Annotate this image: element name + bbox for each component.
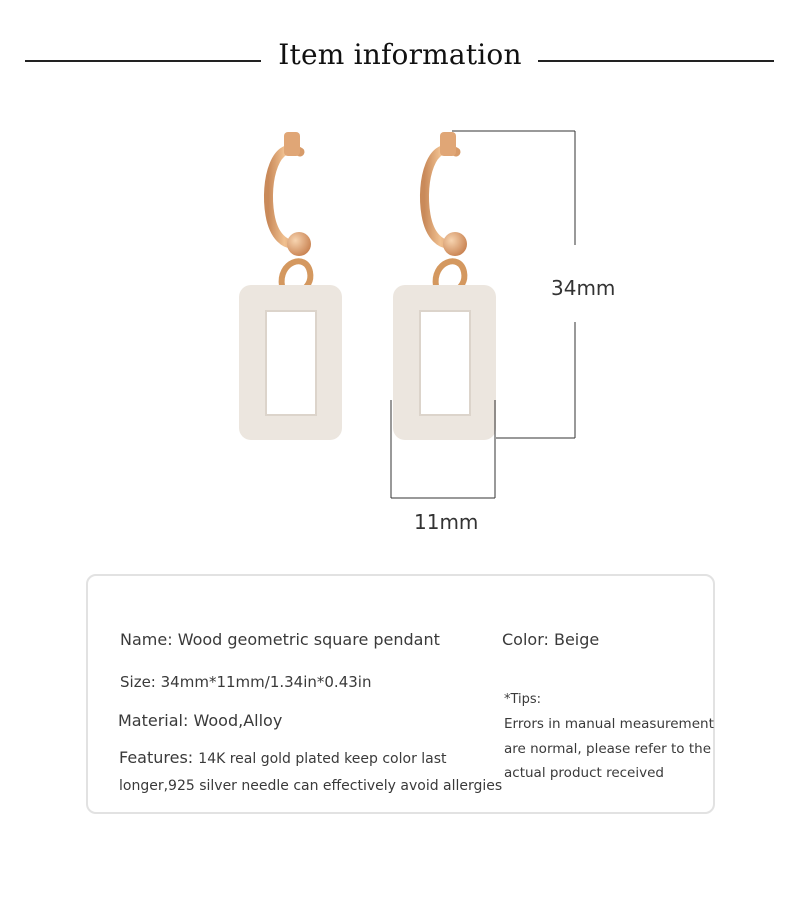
tips-line-3: actual product received (504, 765, 664, 781)
tips-line-2: are normal, please refer to the (504, 741, 711, 757)
specs-card (86, 574, 715, 814)
height-dimension-label: 34mm (551, 276, 616, 300)
earring-right-ball (443, 232, 467, 256)
spec-size (120, 673, 371, 691)
spec-material-value: Wood,Alloy (193, 711, 283, 730)
spec-color-label: Color: (502, 630, 549, 649)
spec-features-value-line2: longer,925 silver needle can effectively avoid allergies (119, 778, 503, 794)
spec-size-value: 34mm*11mm/1.34in*0.43in (160, 673, 372, 691)
tips-line-1: Errors in manual measurement (504, 716, 714, 732)
earring-left-hook-tip (284, 132, 300, 156)
earrings-illustration (0, 95, 800, 565)
spec-material-label: Material: (118, 711, 189, 730)
spec-color (502, 630, 599, 649)
spec-name-value: Wood geometric square pendant (177, 630, 440, 649)
earring-left-pendant-hole (265, 310, 317, 416)
spec-size-label: Size: (120, 673, 156, 691)
page-title: Item information (278, 38, 522, 71)
earring-right (393, 132, 496, 440)
spec-name-label: Name: (120, 630, 173, 649)
spec-color-value: Beige (553, 630, 600, 649)
spec-name (120, 630, 440, 649)
earring-right-pendant-hole (419, 310, 471, 416)
earring-right-hook-tip (440, 132, 456, 156)
product-image (0, 95, 800, 565)
spec-material (118, 711, 282, 730)
tips-title: *Tips: (504, 692, 542, 707)
earring-left-hook (268, 149, 300, 244)
spec-features-label: Features: (119, 748, 194, 767)
spec-features (119, 748, 447, 767)
earring-right-hook (424, 149, 456, 244)
header-rule-right (538, 60, 774, 62)
earring-left (239, 132, 342, 440)
width-dimension-label: 11mm (414, 510, 479, 534)
earring-left-ball (287, 232, 311, 256)
spec-features-value-line1: 14K real gold plated keep color last (198, 751, 447, 767)
